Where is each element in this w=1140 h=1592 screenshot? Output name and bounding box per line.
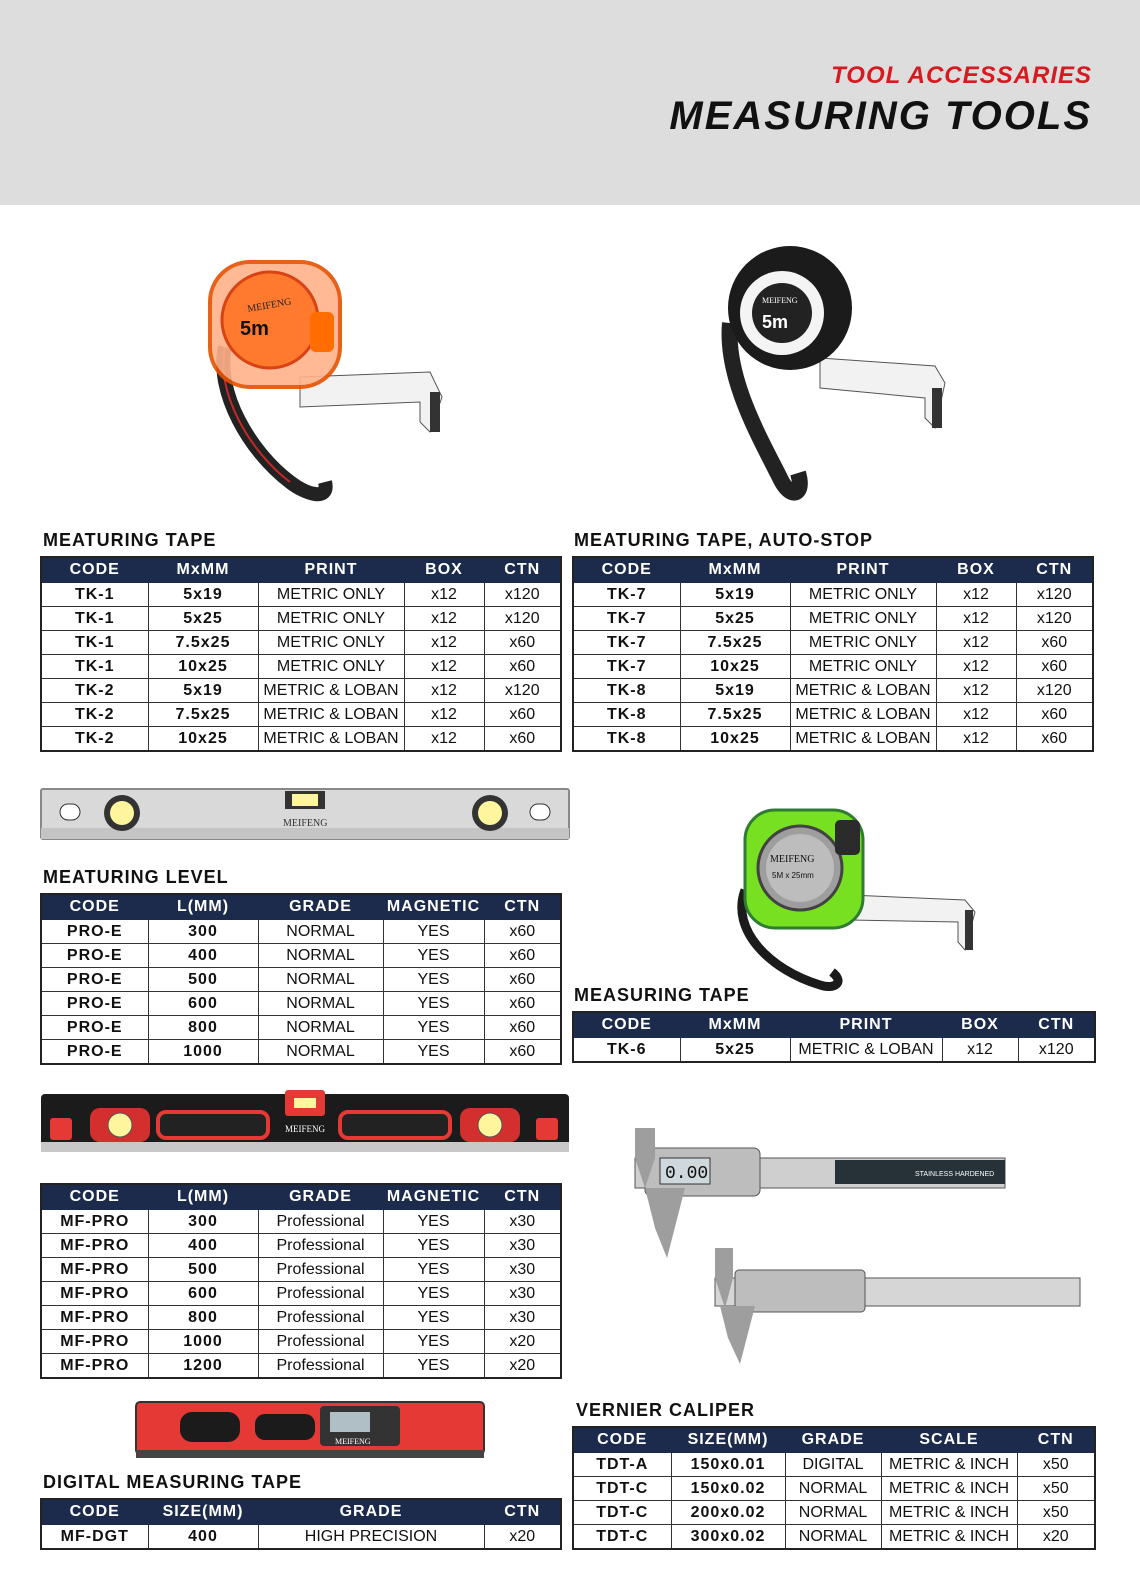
table-cell: x12	[936, 679, 1016, 703]
table-cell: YES	[383, 1234, 484, 1258]
table-cell: 5x19	[148, 679, 258, 703]
table-row	[41, 1258, 561, 1282]
table-row	[41, 1040, 561, 1065]
header-title: MEASURING TOOLS	[669, 94, 1092, 138]
column-header: L(MM)	[148, 894, 258, 920]
table-cell: x120	[1018, 1038, 1095, 1063]
table-cell: TK-2	[41, 727, 148, 752]
table-cell: METRIC ONLY	[790, 583, 936, 607]
table-cell: x60	[484, 1016, 561, 1040]
table-cell: NORMAL	[258, 992, 383, 1016]
table-cell: x50	[1017, 1477, 1095, 1501]
table-cell: TK-1	[41, 655, 148, 679]
table-cell: 500	[148, 1258, 258, 1282]
table-cell: x60	[484, 920, 561, 944]
table-cell: YES	[383, 992, 484, 1016]
orange-tape-brand: MEIFENG	[246, 296, 293, 315]
table-row	[573, 703, 1093, 727]
table-header-row	[573, 1427, 1095, 1453]
table-cell: x120	[484, 583, 561, 607]
table-row	[41, 1306, 561, 1330]
table-cell: MF-PRO	[41, 1210, 148, 1234]
table-cell: TK-7	[573, 631, 680, 655]
table-cell: YES	[383, 1016, 484, 1040]
table-cell: 400	[148, 1525, 258, 1550]
table-cell: 5x25	[680, 1038, 790, 1063]
table-cell: YES	[383, 1306, 484, 1330]
table-row	[573, 631, 1093, 655]
column-header: GRADE	[258, 1184, 383, 1210]
table-cell: 5x19	[680, 583, 790, 607]
table-cell: 500	[148, 968, 258, 992]
table-cell: METRIC ONLY	[790, 631, 936, 655]
level-brand: MEIFENG	[283, 818, 328, 829]
table-cell: Professional	[258, 1210, 383, 1234]
table-cell: Professional	[258, 1330, 383, 1354]
table-cell: PRO-E	[41, 968, 148, 992]
column-header: CODE	[573, 1427, 671, 1453]
measuring-tape-table	[40, 556, 562, 752]
table-cell: YES	[383, 968, 484, 992]
table-cell: x12	[404, 583, 484, 607]
orange-tape-size: 5m	[240, 318, 269, 340]
table-cell: METRIC & INCH	[881, 1477, 1017, 1501]
table-cell: TK-6	[573, 1038, 680, 1063]
black-tape-size: 5m	[762, 312, 789, 332]
table-row	[41, 1282, 561, 1306]
table-cell: 600	[148, 992, 258, 1016]
table-cell: x60	[1016, 655, 1093, 679]
table-cell: NORMAL	[785, 1477, 881, 1501]
table-cell: NORMAL	[785, 1525, 881, 1550]
table-cell: MF-PRO	[41, 1354, 148, 1379]
column-header: BOX	[936, 557, 1016, 583]
table-cell: 800	[148, 1016, 258, 1040]
table-cell: x60	[484, 968, 561, 992]
auto-stop-tape-title: MEATURING TAPE, AUTO-STOP	[574, 530, 874, 550]
table-cell: PRO-E	[41, 920, 148, 944]
table-cell: METRIC & LOBAN	[790, 703, 936, 727]
table-cell: x60	[484, 1040, 561, 1065]
table-cell: x60	[484, 727, 561, 752]
table-row	[41, 944, 561, 968]
caliper-display: 0.00	[665, 1164, 709, 1184]
table-cell: x120	[1016, 583, 1093, 607]
table-cell: MF-PRO	[41, 1282, 148, 1306]
table-cell: 5x25	[148, 607, 258, 631]
tk6-tape-title: MEASURING TAPE	[574, 985, 750, 1005]
table-cell: x12	[936, 727, 1016, 752]
table-cell: TK-1	[41, 583, 148, 607]
table-row	[573, 607, 1093, 631]
table-cell: x12	[936, 607, 1016, 631]
table-cell: TK-2	[41, 703, 148, 727]
table-cell: TK-7	[573, 607, 680, 631]
table-header-row	[41, 1184, 561, 1210]
table-cell: MF-DGT	[41, 1525, 148, 1550]
table-cell: PRO-E	[41, 992, 148, 1016]
table-cell: Professional	[258, 1234, 383, 1258]
orange-tape-measure-image	[180, 232, 460, 527]
column-header: CODE	[41, 894, 148, 920]
auto-stop-tape-table	[572, 556, 1094, 752]
table-row	[573, 1477, 1095, 1501]
table-cell: Professional	[258, 1354, 383, 1379]
table-cell: 5x19	[148, 583, 258, 607]
table-cell: NORMAL	[258, 968, 383, 992]
table-row	[573, 583, 1093, 607]
table-cell: x120	[484, 607, 561, 631]
table-cell: 10x25	[680, 655, 790, 679]
table-row	[41, 727, 561, 752]
column-header: CODE	[573, 1012, 680, 1038]
table-cell: x60	[1016, 703, 1093, 727]
table-cell: YES	[383, 1330, 484, 1354]
table-cell: TK-8	[573, 679, 680, 703]
table-cell: MF-PRO	[41, 1234, 148, 1258]
vernier-calipers-image	[625, 1128, 1085, 1368]
digital-level-image	[135, 1398, 485, 1460]
table-cell: 7.5x25	[148, 703, 258, 727]
column-header: GRADE	[258, 1499, 484, 1525]
table-row	[41, 992, 561, 1016]
table-cell: x12	[404, 703, 484, 727]
table-cell: METRIC & INCH	[881, 1525, 1017, 1550]
column-header: MxMM	[680, 1012, 790, 1038]
table-cell: 1000	[148, 1330, 258, 1354]
digital-level-brand: MEIFENG	[335, 1437, 371, 1446]
table-cell: TK-1	[41, 631, 148, 655]
column-header: CTN	[1018, 1012, 1095, 1038]
column-header: CTN	[484, 1499, 561, 1525]
table-cell: Professional	[258, 1258, 383, 1282]
column-header: PRINT	[790, 557, 936, 583]
table-cell: 1000	[148, 1040, 258, 1065]
header-band	[0, 0, 1140, 205]
table-row	[41, 655, 561, 679]
column-header: CTN	[1017, 1427, 1095, 1453]
table-cell: x12	[936, 631, 1016, 655]
table-cell: 150x0.02	[671, 1477, 785, 1501]
table-cell: x12	[404, 607, 484, 631]
table-cell: 1200	[148, 1354, 258, 1379]
table-cell: x60	[484, 655, 561, 679]
column-header: MAGNETIC	[383, 894, 484, 920]
table-cell: PRO-E	[41, 1040, 148, 1065]
table-cell: 10x25	[148, 655, 258, 679]
table-row	[41, 679, 561, 703]
table-cell: Professional	[258, 1306, 383, 1330]
table-cell: METRIC ONLY	[258, 607, 404, 631]
column-header: CODE	[573, 557, 680, 583]
table-cell: DIGITAL	[785, 1453, 881, 1477]
table-cell: x20	[484, 1330, 561, 1354]
table-cell: MF-PRO	[41, 1306, 148, 1330]
tk6-tape-table	[572, 1011, 1096, 1063]
table-cell: TDT-A	[573, 1453, 671, 1477]
table-cell: x20	[484, 1354, 561, 1379]
table-row	[41, 607, 561, 631]
table-cell: x20	[1017, 1525, 1095, 1550]
table-cell: TDT-C	[573, 1501, 671, 1525]
table-cell: x60	[484, 992, 561, 1016]
table-cell: NORMAL	[258, 1016, 383, 1040]
table-cell: x30	[484, 1234, 561, 1258]
table-cell: x60	[484, 703, 561, 727]
table-row	[41, 1330, 561, 1354]
black-tape-measure-image	[720, 238, 960, 520]
table-cell: TK-2	[41, 679, 148, 703]
pro-level-table	[40, 1183, 562, 1379]
table-row	[573, 655, 1093, 679]
table-cell: x60	[484, 944, 561, 968]
table-row	[573, 1038, 1095, 1063]
table-cell: x12	[404, 655, 484, 679]
table-cell: YES	[383, 1210, 484, 1234]
table-cell: 150x0.01	[671, 1453, 785, 1477]
table-cell: NORMAL	[258, 920, 383, 944]
table-cell: TK-8	[573, 703, 680, 727]
table-cell: x12	[404, 631, 484, 655]
table-cell: METRIC & LOBAN	[258, 727, 404, 752]
table-cell: PRO-E	[41, 944, 148, 968]
table-cell: 300	[148, 920, 258, 944]
table-cell: METRIC & INCH	[881, 1453, 1017, 1477]
table-cell: NORMAL	[785, 1501, 881, 1525]
table-row	[573, 1453, 1095, 1477]
table-cell: METRIC ONLY	[258, 583, 404, 607]
green-tape-brand: MEIFENG	[770, 854, 815, 865]
table-cell: x12	[404, 727, 484, 752]
table-cell: x12	[942, 1038, 1018, 1063]
table-cell: x60	[1016, 631, 1093, 655]
table-row	[41, 968, 561, 992]
table-cell: HIGH PRECISION	[258, 1525, 484, 1550]
table-cell: x30	[484, 1306, 561, 1330]
table-row	[41, 703, 561, 727]
column-header: PRINT	[790, 1012, 942, 1038]
table-cell: 10x25	[680, 727, 790, 752]
table-row	[41, 1525, 561, 1550]
column-header: CODE	[41, 557, 148, 583]
table-cell: x20	[484, 1525, 561, 1550]
table-cell: NORMAL	[258, 944, 383, 968]
column-header: MxMM	[680, 557, 790, 583]
table-cell: x60	[484, 631, 561, 655]
table-cell: 7.5x25	[148, 631, 258, 655]
column-header: SIZE(MM)	[148, 1499, 258, 1525]
table-cell: METRIC & INCH	[881, 1501, 1017, 1525]
table-cell: x12	[936, 583, 1016, 607]
table-cell: TK-7	[573, 655, 680, 679]
table-cell: TK-1	[41, 607, 148, 631]
table-header-row	[573, 1012, 1095, 1038]
column-header: BOX	[404, 557, 484, 583]
column-header: L(MM)	[148, 1184, 258, 1210]
black-tape-brand: MEIFENG	[762, 296, 798, 305]
table-cell: x60	[1016, 727, 1093, 752]
vernier-caliper-table	[572, 1426, 1096, 1550]
table-cell: NORMAL	[258, 1040, 383, 1065]
table-cell: PRO-E	[41, 1016, 148, 1040]
column-header: CTN	[484, 1184, 561, 1210]
table-cell: 600	[148, 1282, 258, 1306]
table-cell: 5x25	[680, 607, 790, 631]
pro-level-brand: MEIFENG	[285, 1124, 325, 1134]
silver-spirit-level-image	[40, 788, 570, 842]
table-cell: x30	[484, 1282, 561, 1306]
column-header: GRADE	[785, 1427, 881, 1453]
vernier-caliper-title: VERNIER CALIPER	[576, 1400, 756, 1420]
table-cell: x12	[404, 679, 484, 703]
table-cell: TK-7	[573, 583, 680, 607]
table-cell: YES	[383, 1282, 484, 1306]
table-row	[573, 1501, 1095, 1525]
professional-level-image	[40, 1088, 570, 1156]
table-row	[41, 1210, 561, 1234]
table-cell: 7.5x25	[680, 631, 790, 655]
table-cell: 400	[148, 944, 258, 968]
table-header-row	[41, 894, 561, 920]
table-cell: 5x19	[680, 679, 790, 703]
table-cell: x50	[1017, 1453, 1095, 1477]
table-cell: METRIC & LOBAN	[790, 679, 936, 703]
table-cell: METRIC ONLY	[790, 607, 936, 631]
table-cell: 400	[148, 1234, 258, 1258]
table-cell: YES	[383, 1354, 484, 1379]
table-row	[41, 1234, 561, 1258]
measuring-tape-title: MEATURING TAPE	[43, 530, 217, 550]
green-tape-measure-image	[730, 800, 980, 1000]
table-cell: TDT-C	[573, 1525, 671, 1550]
table-row	[573, 679, 1093, 703]
table-cell: METRIC & LOBAN	[790, 1038, 942, 1063]
table-header-row	[573, 557, 1093, 583]
table-row	[41, 920, 561, 944]
table-cell: 200x0.02	[671, 1501, 785, 1525]
table-cell: TK-8	[573, 727, 680, 752]
column-header: PRINT	[258, 557, 404, 583]
table-cell: MF-PRO	[41, 1330, 148, 1354]
table-cell: 7.5x25	[680, 703, 790, 727]
table-cell: x12	[936, 703, 1016, 727]
table-header-row	[41, 557, 561, 583]
table-row	[573, 727, 1093, 752]
table-cell: YES	[383, 944, 484, 968]
table-cell: x12	[936, 655, 1016, 679]
column-header: BOX	[942, 1012, 1018, 1038]
column-header: CTN	[484, 894, 561, 920]
column-header: GRADE	[258, 894, 383, 920]
table-cell: x30	[484, 1210, 561, 1234]
column-header: CODE	[41, 1184, 148, 1210]
table-cell: x50	[1017, 1501, 1095, 1525]
table-cell: YES	[383, 920, 484, 944]
column-header: SIZE(MM)	[671, 1427, 785, 1453]
measuring-level-title: MEATURING LEVEL	[43, 867, 229, 887]
table-cell: x120	[1016, 679, 1093, 703]
table-row	[41, 583, 561, 607]
table-cell: Professional	[258, 1282, 383, 1306]
table-row	[41, 1354, 561, 1379]
table-cell: 300x0.02	[671, 1525, 785, 1550]
table-cell: METRIC ONLY	[258, 655, 404, 679]
green-tape-size: 5M x 25mm	[772, 871, 814, 880]
table-cell: TDT-C	[573, 1477, 671, 1501]
table-cell: METRIC & LOBAN	[258, 679, 404, 703]
table-row	[41, 1016, 561, 1040]
table-cell: x30	[484, 1258, 561, 1282]
column-header: SCALE	[881, 1427, 1017, 1453]
table-cell: METRIC ONLY	[790, 655, 936, 679]
table-cell: MF-PRO	[41, 1258, 148, 1282]
column-header: CODE	[41, 1499, 148, 1525]
column-header: CTN	[1016, 557, 1093, 583]
table-cell: x120	[484, 679, 561, 703]
table-row	[573, 1525, 1095, 1550]
header-subtitle: TOOL ACCESSARIES	[831, 62, 1092, 89]
table-cell: METRIC & LOBAN	[258, 703, 404, 727]
digital-tape-title: DIGITAL MEASURING TAPE	[43, 1472, 303, 1492]
table-cell: YES	[383, 1258, 484, 1282]
column-header: MAGNETIC	[383, 1184, 484, 1210]
table-cell: x120	[1016, 607, 1093, 631]
table-row	[41, 631, 561, 655]
table-cell: YES	[383, 1040, 484, 1065]
table-cell: 800	[148, 1306, 258, 1330]
table-cell: METRIC ONLY	[258, 631, 404, 655]
table-cell: 300	[148, 1210, 258, 1234]
table-cell: METRIC & LOBAN	[790, 727, 936, 752]
digital-tape-table	[40, 1498, 562, 1550]
caliper-stamp: STAINLESS HARDENED	[915, 1171, 995, 1178]
table-header-row	[41, 1499, 561, 1525]
column-header: MxMM	[148, 557, 258, 583]
column-header: CTN	[484, 557, 561, 583]
measuring-level-table	[40, 893, 562, 1065]
table-cell: 10x25	[148, 727, 258, 752]
